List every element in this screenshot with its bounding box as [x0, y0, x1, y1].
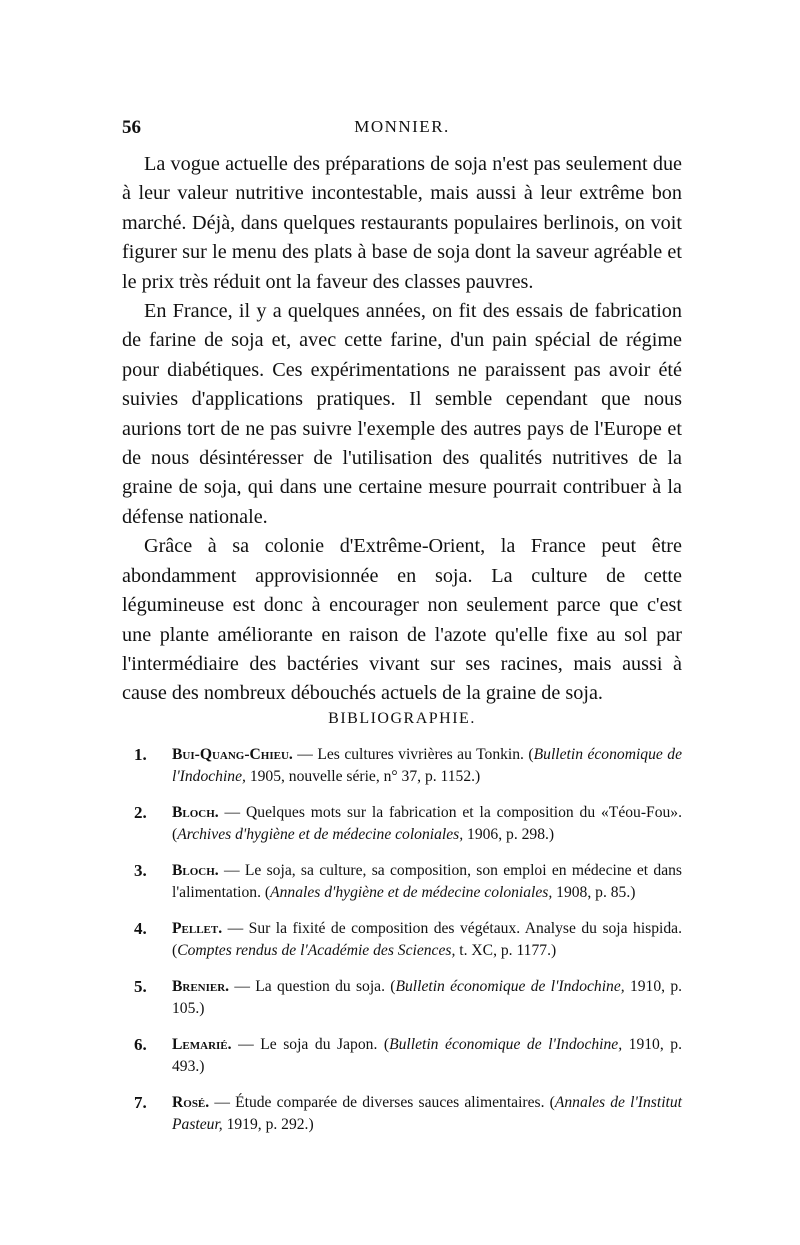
- bibliography-entry: [134, 802, 682, 846]
- entry-number: 5.: [134, 977, 147, 996]
- running-head: MONNIER.: [354, 117, 450, 136]
- entry-tail: 1908, p. 85.): [552, 884, 636, 901]
- entry-author: Bloch.: [172, 804, 219, 821]
- entry-number: 4.: [134, 919, 147, 938]
- entry-author: Rosé.: [172, 1094, 210, 1111]
- entry-tail: 1906, p. 298.): [463, 826, 555, 843]
- entry-author: Lemarié.: [172, 1036, 232, 1053]
- entry-author: Bloch.: [172, 862, 219, 879]
- entry-tail: 1919, p. 292.): [222, 1116, 314, 1133]
- entry-number: 3.: [134, 861, 147, 880]
- entry-number: 7.: [134, 1093, 147, 1112]
- entry-text: — Les cultures vivrières au Tonkin. (: [292, 746, 534, 763]
- entry-tail: t. XC, p. 1177.): [455, 942, 557, 959]
- entry-text: — Quelques mots sur la fabrication et la composition du «Téou-Fou». (: [172, 804, 682, 843]
- entry-text: — Étude comparée de diverses sauces alimentaires. (: [209, 1094, 555, 1111]
- entry-number: 6.: [134, 1035, 147, 1054]
- entry-number: 1.: [134, 745, 147, 764]
- entry-source: Bulletin économique de l'Indochine,: [395, 978, 625, 995]
- entry-text: — Sur la fixité de composition des végétaux. Analyse du soja hispida. (: [172, 920, 682, 959]
- bibliography-list: [134, 744, 682, 1150]
- entry-tail: 1910, p. 493.): [172, 1036, 682, 1075]
- page-number: 56: [122, 117, 141, 138]
- entry-source: Comptes rendus de l'Académie des Sciences,: [177, 942, 456, 959]
- entry-author: Pellet.: [172, 920, 223, 937]
- entry-text: — Le soja, sa culture, sa composition, son emploi en médecine et dans l'alimentation. (: [172, 862, 682, 901]
- entry-author: Bui-Quang-Chieu.: [172, 746, 293, 763]
- paragraph: Grâce à sa colonie d'Extrême-Orient, la France peut être abondamment approvisionnée en soja. La culture de cette légumineuse est donc à encourager non seulement parce que c'est une plante améliorante en raison de l'azote qu'elle fixe au sol par l'intermédiaire des bactéries vivant sur ses racines, mais aussi à cause des nombreux débouchés actuels de la graine de soja.: [122, 535, 682, 705]
- entry-source: Bulletin économique de l'Indochine,: [172, 746, 682, 785]
- entry-text: — La question du soja. (: [229, 978, 396, 995]
- entry-tail: 1905, nouvelle série, n° 37, p. 1152.): [245, 768, 481, 785]
- paragraph: En France, il y a quelques années, on fit des essais de fabrication de farine de soja et, avec cette farine, d'un pain spécial de régime pour diabétiques. Ces expérimentations ne paraissent pas avoir été suivies d'applications pratiques. Il semble cependant que nous aurions tort de ne pas suivre l'exemple des autres pays de l'Europe et de nous désintéresser de l'utilisation des qualités nutritives de la graine de soja, qui dans une certaine mesure pourrait contribuer à la défense nationale.: [122, 300, 682, 528]
- bibliography-entry: [134, 918, 682, 962]
- body-text: [122, 150, 682, 709]
- entry-text: — Le soja du Japon. (: [231, 1036, 390, 1053]
- bibliography-entry: [134, 860, 682, 904]
- bibliography-entry: [134, 1092, 682, 1136]
- bibliography-entry: [134, 744, 682, 788]
- entry-tail: 1910, p. 105.): [172, 978, 683, 1017]
- entry-number: 2.: [134, 803, 147, 822]
- bibliography-entry: [134, 1034, 682, 1078]
- bibliography-entry: [134, 976, 682, 1020]
- entry-author: Brenier.: [172, 978, 230, 995]
- entry-source: Annales d'hygiène et de médecine coloniales,: [270, 884, 553, 901]
- bibliography-title: BIBLIOGRAPHIE.: [328, 710, 476, 727]
- page-header: [122, 117, 682, 143]
- entry-source: Annales de l'Institut Pasteur,: [172, 1094, 682, 1133]
- entry-source: Bulletin économique de l'Indochine,: [389, 1036, 623, 1053]
- entry-source: Archives d'hygiène et de médecine coloniales,: [177, 826, 464, 843]
- paragraph: La vogue actuelle des préparations de soja n'est pas seulement due à leur valeur nutritive incontestable, mais aussi à leur extrême bon marché. Déjà, dans quelques restaurants populaires berlinois, on voit figurer sur le menu des plats à base de soja dont la saveur agréable et le prix très réduit ont la faveur des classes pauvres.: [122, 153, 682, 293]
